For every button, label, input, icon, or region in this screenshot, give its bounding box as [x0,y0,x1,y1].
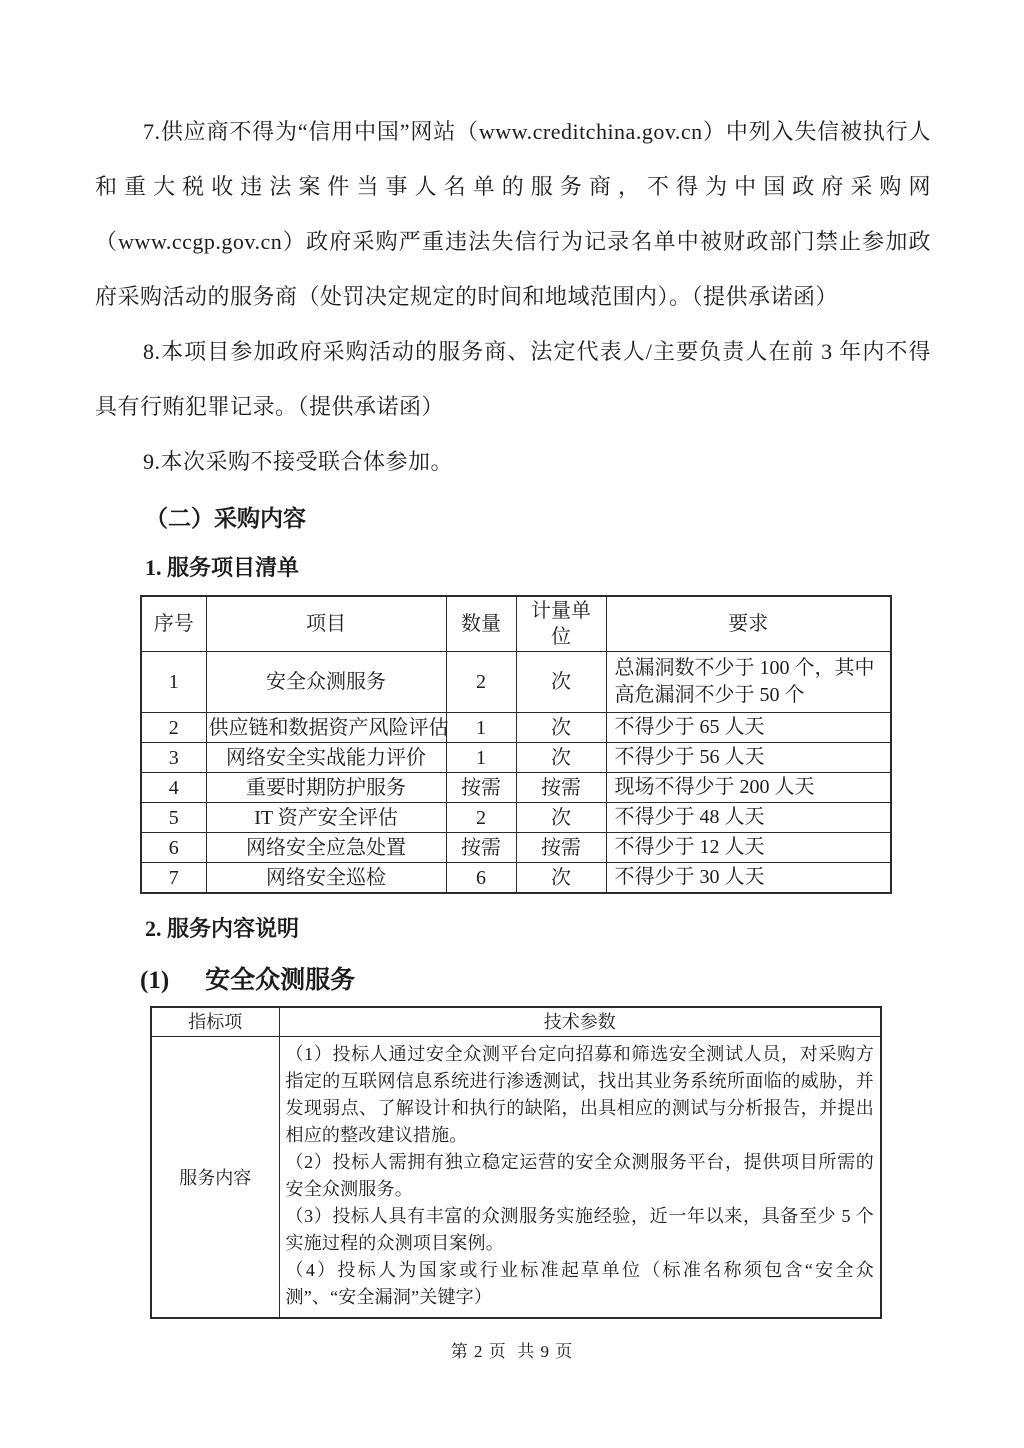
col-header-seq: 序号 [141,596,206,652]
cell-req: 不得少于 12 人天 [606,833,891,863]
col-header-tech-params: 技术参数 [279,1007,881,1037]
col-header-item: 项目 [206,596,446,652]
col-header-req: 要求 [606,596,891,652]
page-number-footer: 第 2 页 共 9 页 [450,1342,574,1361]
cell-qty: 按需 [446,773,516,803]
cell-seq: 5 [141,803,206,833]
page-content [95,104,931,1319]
cell-seq: 1 [141,652,206,713]
cell-seq: 2 [141,713,206,743]
cell-item: 网络安全实战能力评价 [206,743,446,773]
cell-qty: 1 [446,743,516,773]
cell-qty: 2 [446,803,516,833]
cell-unit: 次 [516,863,606,894]
cell-qty: 按需 [446,833,516,863]
cell-req: 不得少于 56 人天 [606,743,891,773]
paragraph-no-consortium: 9.本次采购不接受联合体参加。 [143,449,454,474]
cell-item: 安全众测服务 [206,652,446,713]
cell-unit: 次 [516,652,606,713]
table-row [141,652,891,713]
cell-qty: 2 [446,652,516,713]
tech-param-item: （2）投标人需拥有独立稳定运营的安全众测服务平台，提供项目所需的安全众测服务。 [285,1152,874,1199]
col-header-qty: 数量 [446,596,516,652]
sub-item-number: (1) [140,967,170,994]
cell-req: 现场不得少于 200 人天 [606,773,891,803]
cell-qty: 1 [446,713,516,743]
detail-table-header-row [151,1007,881,1037]
cell-item: 网络安全巡检 [206,863,446,894]
cell-req: 不得少于 30 人天 [606,863,891,894]
tech-param-item: （4）投标人为国家或行业标准起草单位（标准名称须包含“安全众测”、“安全漏洞”关键字） [285,1260,874,1307]
heading-security-crowdtest-service [95,962,931,1000]
cell-seq: 6 [141,833,206,863]
table-row [141,713,891,743]
cell-unit: 次 [516,743,606,773]
cell-seq: 7 [141,863,206,894]
table-row [141,773,891,803]
cell-unit: 次 [516,803,606,833]
cell-unit: 次 [516,713,606,743]
cell-seq: 4 [141,773,206,803]
cell-service-content-label: 服务内容 [151,1037,279,1319]
tech-param-item: （1）投标人通过安全众测平台定向招募和筛选安全测试人员，对采购方指定的互联网信息系统进行渗透测试，找出其业务系统所面临的威胁，并发现弱点、了解设计和执行的缺陷，出具相应的测试与分析报告，并提出相应的整改建议措施。 [285,1044,874,1145]
paragraph-supplier-credit: 7.供应商不得为“信用中国”网站（www.creditchina.gov.cn）中列入失信被执行人和重大税收违法案件当事人名单的服务商，不得为中国政府采购网（www.ccgp.gov.cn）政府采购严重违法失信行为记录名单中被财政部门禁止参加政府采购活动的服务商（处罚决定规定的时间和地域范围内）。（提供承诺函） [95,119,931,309]
col-header-unit: 计量单位 [516,596,606,652]
cell-item: IT 资产安全评估 [206,803,446,833]
cell-qty: 6 [446,863,516,894]
cell-req: 不得少于 65 人天 [606,713,891,743]
heading-service-content-desc: 2. 服务内容说明 [145,916,300,941]
heading-service-item-list: 1. 服务项目清单 [145,555,300,580]
service-detail-table [150,1006,882,1319]
cell-tech-params [279,1037,881,1319]
table-row [141,803,891,833]
section-heading-procurement-content: （二）采购内容 [145,506,306,531]
table-row [141,833,891,863]
paragraph-bribery-record: 8.本项目参加政府采购活动的服务商、法定代表人/主要负责人在前 3 年内不得具有行贿犯罪记录。（提供承诺函） [95,339,931,419]
sub-item-title: 安全众测服务 [205,967,356,994]
detail-table-body-row [151,1037,881,1319]
table-row [141,863,891,894]
table-row [141,743,891,773]
tech-param-item: （3）投标人具有丰富的众测服务实施经验，近一年以来，具备至少 5 个实施过程的众测项目案例。 [285,1206,874,1253]
cell-item: 重要时期防护服务 [206,773,446,803]
cell-seq: 3 [141,743,206,773]
col-header-indicator: 指标项 [151,1007,279,1037]
cell-item: 网络安全应急处置 [206,833,446,863]
cell-req: 总漏洞数不少于 100 个，其中高危漏洞不少于 50 个 [606,652,891,713]
cell-item: 供应链和数据资产风险评估 [206,713,446,743]
cell-req: 不得少于 48 人天 [606,803,891,833]
cell-unit: 按需 [516,773,606,803]
cell-unit: 按需 [516,833,606,863]
service-items-table [140,595,892,894]
service-table-header-row [141,596,891,652]
